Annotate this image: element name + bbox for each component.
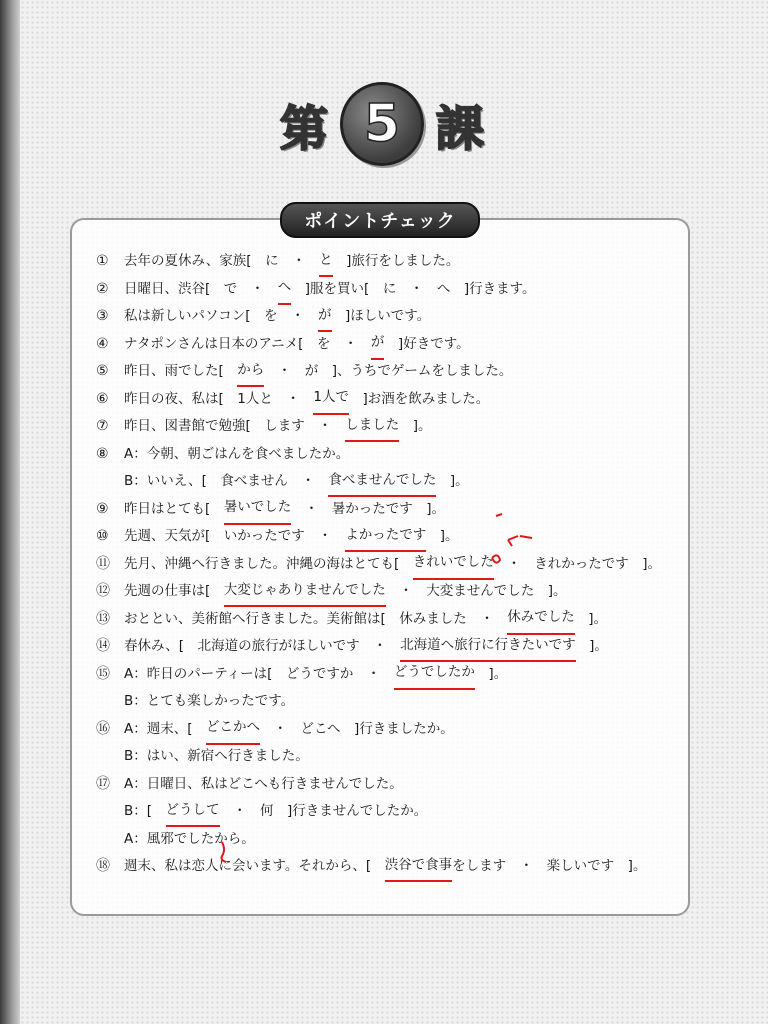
exercise-text-end: ]。: [474, 665, 508, 682]
underlined-answer: 渋谷で食事: [385, 852, 453, 883]
underlined-answer: どこかへ: [206, 714, 260, 745]
underlined-answer: が: [318, 302, 332, 333]
exercise-line: [96, 633, 676, 661]
exercise-line: [96, 276, 676, 304]
exercise-line: [96, 331, 676, 359]
exercise-text-end: ]お酒を飲みました。: [348, 390, 490, 407]
underlined-answer: へ: [278, 274, 292, 305]
underlined-answer: 大変じゃありませんでした: [224, 577, 386, 608]
exercise-line: [96, 413, 676, 441]
exercise-line: [96, 303, 676, 331]
chapter-prefix: 第: [279, 100, 328, 157]
exercise-line: [96, 523, 676, 551]
exercise-text-end: をします ・ 楽しいです ]。: [452, 858, 647, 874]
exercise-text: A：昨日のパーティーは[ どうですか ・: [124, 665, 394, 682]
exercise-text: 去年の夏休み、家族[ に ・: [124, 253, 320, 269]
exercise-text-end: ]旅行をしました。: [332, 253, 460, 269]
exercise-number: ⑩: [96, 528, 109, 544]
exercise-line: [96, 248, 676, 276]
underlined-answer: きれいでした: [413, 549, 494, 580]
exercise-text: A：週末、[: [124, 720, 207, 737]
exercise-text-end: ・ 何 ]行きませんでしたか。: [219, 803, 428, 819]
exercise-text-end: ]。: [436, 473, 469, 489]
exercise-text-end: ・ が ]、うちでゲームをしました。: [264, 363, 513, 379]
exercise-number: ⑱: [96, 858, 110, 874]
exercise-number: ⑫: [96, 583, 110, 599]
exercise-text: B：いいえ、[ 食べません ・: [124, 473, 329, 489]
exercise-line: [96, 771, 676, 799]
exercise-list: [96, 248, 676, 881]
exercise-line: [96, 441, 676, 469]
underlined-answer: から: [237, 357, 264, 388]
exercise-number: ⑥: [96, 390, 109, 407]
exercise-number: ⑮: [96, 665, 110, 682]
exercise-text: 昨日、雨でした[: [124, 363, 238, 379]
exercise-text: B：とても楽しかったです。: [124, 693, 295, 709]
exercise-text-end: ・ 大変ませんでした ]。: [385, 583, 567, 599]
exercise-text: 昨日はとても[: [124, 500, 224, 517]
exercise-line: [96, 551, 676, 579]
exercise-line: [96, 688, 676, 716]
exercise-text: B：[: [124, 803, 166, 819]
exercise-line: [96, 798, 676, 826]
underlined-answer: どうして: [166, 797, 220, 828]
exercise-text: A：風邪でしたから。: [124, 830, 255, 847]
exercise-text: 先週、天気が[ いかったです ・: [124, 528, 346, 544]
exercise-text: 昨日、図書館で勉強[ します ・: [124, 418, 346, 434]
exercise-text: 週末、私は恋人に会います。それから、[: [124, 858, 385, 874]
exercise-text-end: ]ほしいです。: [331, 308, 431, 324]
exercise-line: [96, 386, 676, 414]
exercise-line: [96, 826, 676, 854]
exercise-line: [96, 358, 676, 386]
exercise-text-end: ]。: [399, 418, 432, 434]
book-spine-shadow: [0, 0, 20, 1024]
exercise-line: [96, 468, 676, 496]
exercise-line: [96, 716, 676, 744]
exercise-number: ⑯: [96, 720, 110, 737]
exercise-text: 春休み、[ 北海道の旅行がほしいです ・: [124, 638, 401, 654]
exercise-text-end: ]服を買い[ に ・ へ ]行きます。: [291, 280, 536, 297]
exercise-number: ④: [96, 335, 109, 352]
underlined-answer: 休みでした: [507, 604, 575, 635]
exercise-text: 先月、沖縄へ行きました。沖縄の海はとても[: [124, 555, 413, 572]
chapter-number: 5: [363, 94, 401, 154]
exercise-text-end: ・ 暑かったです ]。: [291, 500, 446, 517]
exercise-number: ⑬: [96, 610, 110, 627]
underlined-answer: が: [371, 329, 385, 360]
exercise-number: ⑧: [96, 445, 109, 462]
exercise-text-end: ]好きです。: [384, 335, 470, 352]
exercise-text-end: ]。: [575, 638, 608, 654]
exercise-number: ①: [96, 253, 109, 269]
underlined-answer: 食べませんでした: [328, 467, 436, 498]
exercise-line: [96, 743, 676, 771]
exercise-text: ナタポンさんは日本のアニメ[ を ・: [124, 335, 371, 352]
exercise-text: おととい、美術館へ行きました。美術館は[ 休みました ・: [124, 610, 508, 627]
exercise-text: 日曜日、渋谷[ で ・: [124, 280, 278, 297]
exercise-number: ⑰: [96, 775, 110, 792]
exercise-number: ③: [96, 308, 109, 324]
exercise-number: ②: [96, 280, 109, 297]
exercise-text-end: ・ どこへ ]行きましたか。: [260, 720, 454, 737]
underlined-answer: 暑いでした: [224, 494, 292, 525]
underlined-answer: 北海道へ旅行に行きたいです: [400, 632, 576, 663]
exercise-text: A：日曜日、私はどこへも行きませんでした。: [124, 775, 403, 792]
exercise-text: A：今朝、朝ごはんを食べましたか。: [124, 445, 350, 462]
chapter-heading: [262, 84, 502, 164]
underlined-answer: よかったです: [345, 522, 426, 553]
exercise-text-end: ]。: [426, 528, 459, 544]
exercise-text: 先週の仕事は[: [124, 583, 224, 599]
underlined-answer: しました: [345, 412, 399, 443]
exercise-text: B：はい、新宿へ行きました。: [124, 748, 309, 764]
exercise-number: ⑤: [96, 363, 109, 379]
exercise-text: 私は新しいパソコン[ を ・: [124, 308, 318, 324]
exercise-text-end: ・ きれかったです ]。: [493, 555, 662, 572]
exercise-line: [96, 496, 676, 524]
chapter-suffix: 課: [436, 100, 485, 157]
exercise-text-end: ]。: [574, 610, 608, 627]
exercise-line: [96, 853, 676, 881]
exercise-line: [96, 606, 676, 634]
exercise-line: [96, 578, 676, 606]
exercise-number: ⑨: [96, 500, 109, 517]
underlined-answer: と: [319, 247, 333, 278]
section-title-banner: ポイントチェック: [280, 202, 480, 238]
exercise-number: ⑭: [96, 638, 110, 654]
exercise-text: 昨日の夜、私は[ 1人と ・: [124, 390, 314, 407]
chapter-number-badge: [340, 82, 424, 166]
exercise-number: ⑦: [96, 418, 109, 434]
underlined-answer: どうでしたか: [394, 659, 475, 690]
underlined-answer: 1人で: [313, 384, 349, 415]
exercise-number: ⑪: [96, 555, 110, 572]
exercise-line: [96, 661, 676, 689]
